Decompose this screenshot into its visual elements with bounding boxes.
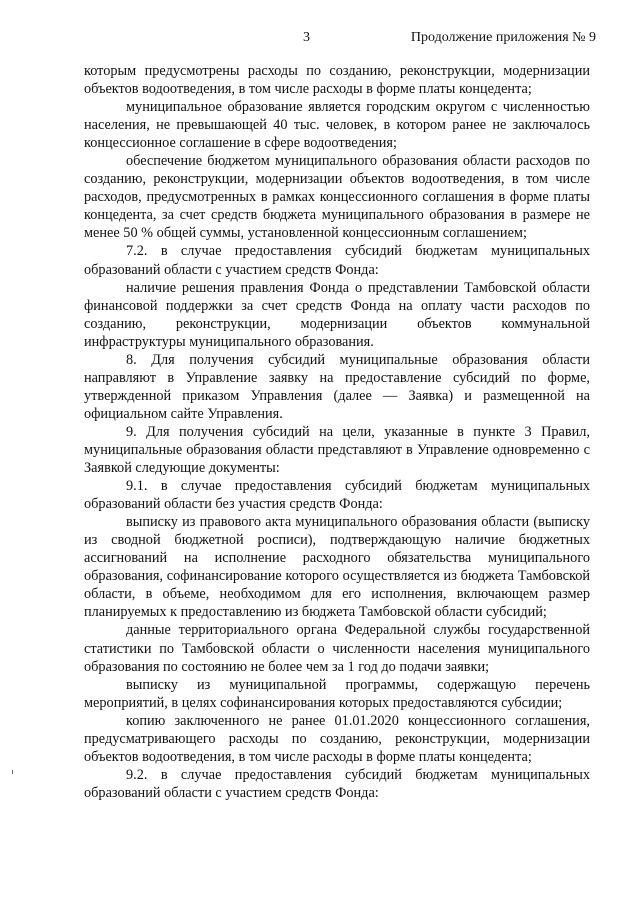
paragraph: выписку из правового акта муниципального образования области (выписку из сводной бюджетной росписи), подтверждающую наличие бюджетных ассигнований на исполнение расходного обязательства муниципального образования, софинансирование которого осуществляется из бюджета Тамбовской области, в объеме, необходимом для его исполнения, включающем размер планируемых к предоставлению из бюджета Тамбовской области субсидий;	[84, 514, 590, 621]
paragraph: 9.2. в случае предоставления субсидий бюджетам муниципальных образований области с участием средств Фонда:	[84, 766, 590, 801]
paragraph: наличие решения правления Фонда о представлении Тамбовской области финансовой поддержки за счет средств Фонда на оплату части расходов по созданию, реконструкции, модернизации объектов коммунальной инфраструктуры муниципального образования.	[84, 279, 590, 350]
page-number: 3	[303, 30, 310, 45]
paragraph: выписку из муниципальной программы, содержащую перечень мероприятий, в целях софинансирования которых предоставляются субсидии;	[84, 676, 590, 711]
paragraph: 7.2. в случае предоставления субсидий бюджетам муниципальных образований области с участием средств Фонда:	[84, 243, 590, 278]
paragraph: копию заключенного не ранее 01.01.2020 концессионного соглашения, предусматривающего расходы по созданию, реконструкции, модернизации объектов водоотведения, в том числе расходы в форме платы концедента;	[84, 712, 590, 765]
paragraph: которым предусмотрены расходы по созданию, реконструкции, модернизации объектов водоотведения, в том числе расходы в форме платы концедента;	[84, 63, 590, 98]
document-body	[84, 62, 590, 802]
paragraph: данные территориального органа Федеральной службы государственной статистики по Тамбовской области о численности населения муниципального образования по состоянию не более чем за 1 год до подачи заявки;	[84, 622, 590, 675]
paragraph: 9. Для получения субсидий на цели, указанные в пункте 3 Правил, муниципальные образования области представляют в Управление одновременно с Заявкой следующие документы:	[84, 423, 590, 477]
appendix-header: Продолжение приложения № 9	[410, 30, 596, 45]
paragraph: 8. Для получения субсидий муниципальные образования области направляют в Управление заявку на предоставление субсидий по форме, утвержденной приказом Управления (далее — Заявка) и размещенной на официальном сайте Управления.	[84, 351, 590, 422]
scan-mark	[12, 770, 13, 774]
paragraph: муниципальное образование является городским округом с численностью населения, не превышающей 40 тыс. человек, в котором ранее не заключалось концессионное соглашение в сфере водоотведения;	[84, 99, 590, 152]
paragraph: обеспечение бюджетом муниципального образования области расходов по созданию, реконструкции, модернизации объектов водоотведения, в том числе расходов, предусмотренных в рамках концессионного соглашения в форме платы концедента, за счет средств бюджета муниципального образования в размере не менее 50 % общей суммы, установленной концессионным соглашением;	[84, 153, 590, 242]
paragraph: 9.1. в случае предоставления субсидий бюджетам муниципальных образований области без участия средств Фонда:	[84, 478, 590, 513]
